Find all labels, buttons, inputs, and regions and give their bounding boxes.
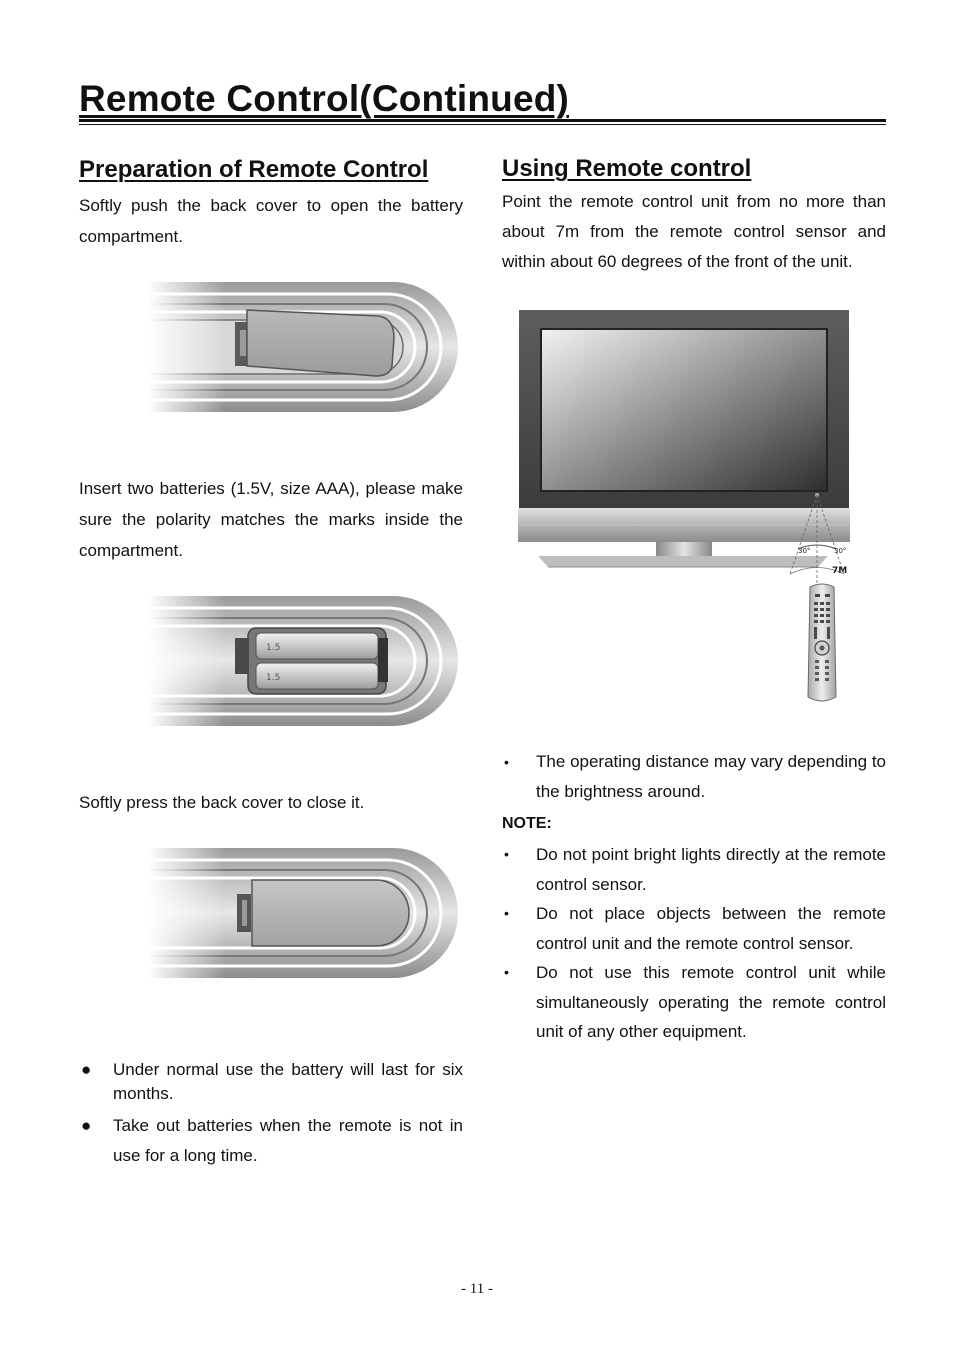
angle-left-label: 30° [798,547,811,555]
title-rule-thick [79,119,886,122]
remote-back-closed-cover-figure [148,846,460,980]
bullet-dot: ● [81,1060,92,1079]
title-rule-thin [79,124,886,125]
section-heading-preparation: Preparation of Remote Control [79,156,429,183]
bullet-dot: • [504,754,509,770]
list-item: ● Under normal use the battery will last for six months. [81,1060,463,1103]
note-label: NOTE: [502,815,552,832]
step-open-cover-text: Softly push the back cover to open the battery compartment. [79,196,463,246]
bullet-dot: ● [81,1116,92,1135]
using-intro-text: Point the remote control unit from no more than about 7m from the remote control sensor and within about 60 degrees of the front of the unit. [502,192,886,271]
page-title: Remote Control(Continued) [79,78,570,119]
remote-control-illustration [808,584,836,701]
section-heading-using: Using Remote control [502,155,752,182]
remote-batteries-inserted-figure [148,594,460,728]
step-close-cover-text: Softly press the back cover to close it. [79,793,365,812]
step-insert-batteries-text: Insert two batteries (1.5V, size AAA), please make sure the polarity matches the marks inside the compartment. [79,479,463,560]
bullet-dot: • [504,964,509,980]
bullet-dot: • [504,846,509,862]
remote-back-open-cover-figure [148,280,460,414]
list-item: • Do not place objects between the remote control unit and the remote control sensor. [502,899,886,958]
operating-distance-list [502,747,886,807]
list-item: • Do not use this remote control unit while simultaneously operating the remote control unit of any other equipment. [502,958,886,1047]
bullet-dot: • [504,905,509,921]
list-item: ● Take out batteries when the remote is not in use for a long time. [79,1111,463,1171]
angle-right-label: 30° [834,547,847,555]
notes-list [502,840,886,1047]
list-item: • The operating distance may vary depending to the brightness around. [502,747,886,807]
distance-label: 7M [832,566,848,576]
tv-remote-range-figure [518,309,870,709]
page-number: - 11 - [461,1281,493,1297]
list-item: • Do not point bright lights directly at the remote control sensor. [502,840,886,899]
battery-tips-list [79,1058,463,1171]
